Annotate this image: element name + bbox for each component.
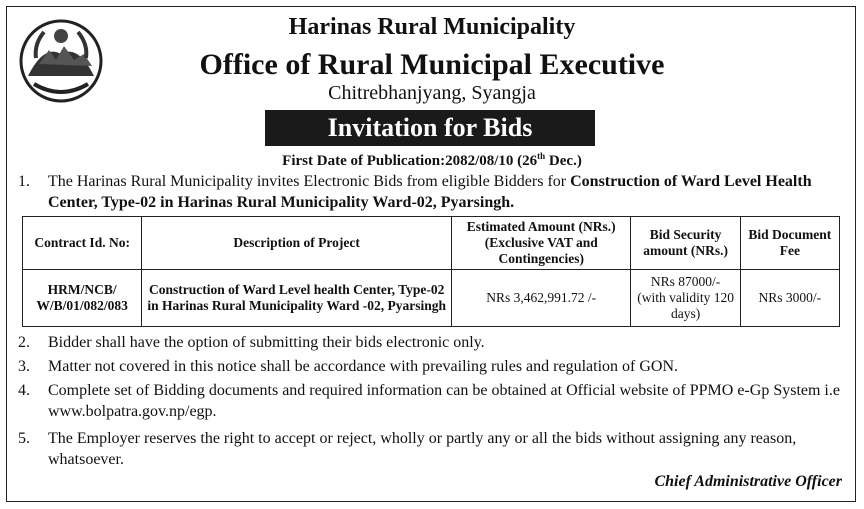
list-item: 3. Matter not covered in this notice shall be accordance with prevailing rules and regulation of GON.: [18, 358, 679, 375]
office-location: Chitrebhanjyang, Syangja: [328, 82, 536, 104]
signature-title: Chief Administrative Officer: [654, 473, 842, 490]
table-header: Estimated Amount (NRs.) (Exclusive VAT and Contingencies): [452, 217, 631, 270]
table-header: Contract Id. No:: [23, 217, 142, 270]
table-row: [23, 270, 840, 327]
publication-date: First Date of Publication:2082/08/10 (26th Dec.): [282, 151, 582, 169]
list-item: 1. The Harinas Rural Municipality invites Electronic Bids from eligible Bidders for Construction of Ward Level Health Center, Type-02 in Harinas Rural Municipality Ward-02, Pyarsingh.: [18, 173, 812, 211]
office-title: Office of Rural Municipal Executive: [199, 48, 665, 81]
table-cell: HRM/NCB/ W/B/01/082/083: [23, 270, 142, 327]
table-cell: NRs 3000/-: [740, 270, 839, 327]
table-cell: Construction of Ward Level health Center, Type-02 in Harinas Rural Municipality Ward -02, Pyarsingh: [142, 270, 452, 327]
table-cell: NRs 3,462,991.72 /-: [452, 270, 631, 327]
table-header: Description of Project: [142, 217, 452, 270]
list-item: 2. Bidder shall have the option of submitting their bids electronic only.: [18, 334, 485, 351]
table-header: Bid Document Fee: [740, 217, 839, 270]
table-header: Bid Security amount (NRs.): [631, 217, 740, 270]
municipality-name: Harinas Rural Municipality: [288, 14, 576, 40]
table-header-row: [23, 217, 840, 270]
list-item: 4. Complete set of Bidding documents and required information can be obtained at Official website of PPMO e-Gp System i.e www.bolpatra.gov.np/egp.: [18, 382, 840, 420]
invitation-banner: Invitation for Bids: [265, 110, 595, 146]
list-item: 5. The Employer reserves the right to accept or reject, wholly or partly any or all the bids without assigning any reason, whatsoever.: [18, 430, 797, 468]
bid-table: [22, 216, 840, 327]
table-cell: NRs 87000/- (with validity 120 days): [631, 270, 740, 327]
